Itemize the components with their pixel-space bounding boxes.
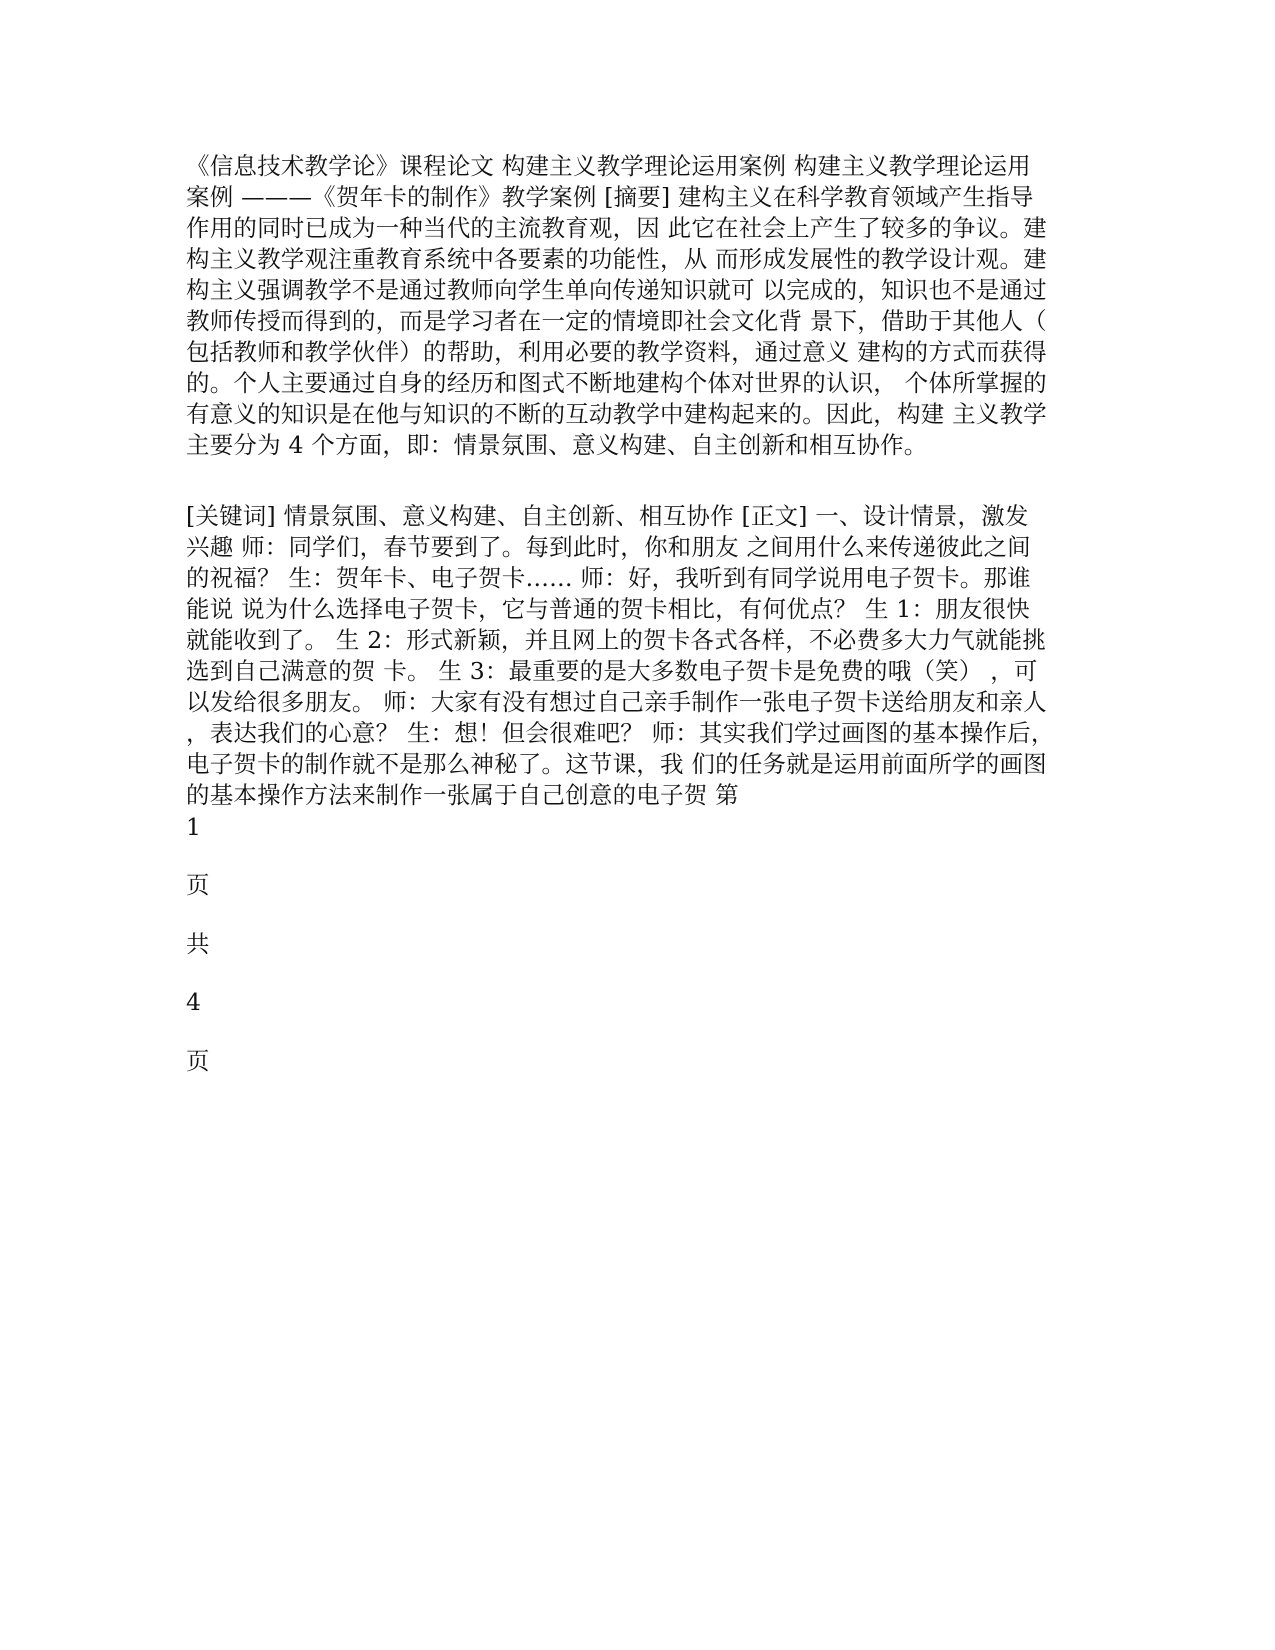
page-number-total: 4	[186, 988, 201, 1016]
text-line: 作用的同时已成为一种当代的主流教育观，因 此它在社会上产生了较多的争议。建	[186, 214, 1047, 242]
text-line: 能说 说为什么选择电子贺卡，它与普通的贺卡相比，有何优点？ 生 1：朋友很快	[186, 595, 1030, 623]
text-line: 《信息技术教学论》课程论文 构建主义教学理论运用案例 构建主义教学理论运用	[186, 152, 1031, 180]
text-line: 的祝福？ 生：贺年卡、电子贺卡…… 师：好，我听到有同学说用电子贺卡。那谁	[186, 564, 1031, 592]
text-line: ，表达我们的心意？ 生：想！但会很难吧？ 师：其实我们学过画图的基本操作后，	[186, 719, 1055, 747]
abstract-paragraph	[186, 151, 1101, 461]
page-unit-label: 页	[186, 871, 210, 899]
text-line: [关键词] 情景氛围、意义构建、自主创新、相互协作 [正文] 一、设计情景，激发	[186, 502, 1029, 530]
text-line: 教师传授而得到的，而是学习者在一定的情境即社会文化背 景下，借助于其他人（	[186, 307, 1047, 335]
text-line: 以发给很多朋友。 师：大家有没有想过自己亲手制作一张电子贺卡送给朋友和亲人	[186, 688, 1047, 716]
text-line: 的。个人主要通过自身的经历和图式不断地建构个体对世界的认识， 个体所掌握的	[186, 369, 1047, 397]
text-line: 主要分为 4 个方面，即：情景氛围、意义构建、自主创新和相互协作。	[186, 431, 928, 459]
page-unit-label-total: 页	[186, 1047, 210, 1075]
body-paragraph	[186, 501, 1101, 811]
page-number-current: 1	[186, 813, 201, 841]
text-line: 的基本操作方法来制作一张属于自己创意的电子贺 第	[186, 781, 739, 809]
text-line: 构主义教学观注重教育系统中各要素的功能性，从 而形成发展性的教学设计观。建	[186, 245, 1047, 273]
text-line: 电子贺卡的制作就不是那么神秘了。这节课，我 们的任务就是运用前面所学的画图	[186, 750, 1047, 778]
text-line: 选到自己满意的贺 卡。 生 3：最重要的是大多数电子贺卡是免费的哦（笑） ，可	[186, 657, 1038, 685]
text-line: 包括教师和教学伙伴）的帮助，利用必要的教学资料，通过意义 建构的方式而获得	[186, 338, 1047, 366]
text-line: 有意义的知识是在他与知识的不断的互动教学中建构起来的。因此，构建 主义教学	[186, 400, 1047, 428]
text-line: 案例 ———《贺年卡的制作》教学案例 [摘要] 建构主义在科学教育领域产生指导	[186, 183, 1034, 211]
page-total-label: 共	[186, 930, 210, 958]
text-line: 构主义强调教学不是通过教师向学生单向传递知识就可 以完成的，知识也不是通过	[186, 276, 1047, 304]
text-line: 兴趣 师：同学们，春节要到了。每到此时，你和朋友 之间用什么来传递彼此之间	[186, 533, 1031, 561]
text-line: 就能收到了。 生 2：形式新颖，并且网上的贺卡各式各样，不必费多大力气就能挑	[186, 626, 1046, 654]
